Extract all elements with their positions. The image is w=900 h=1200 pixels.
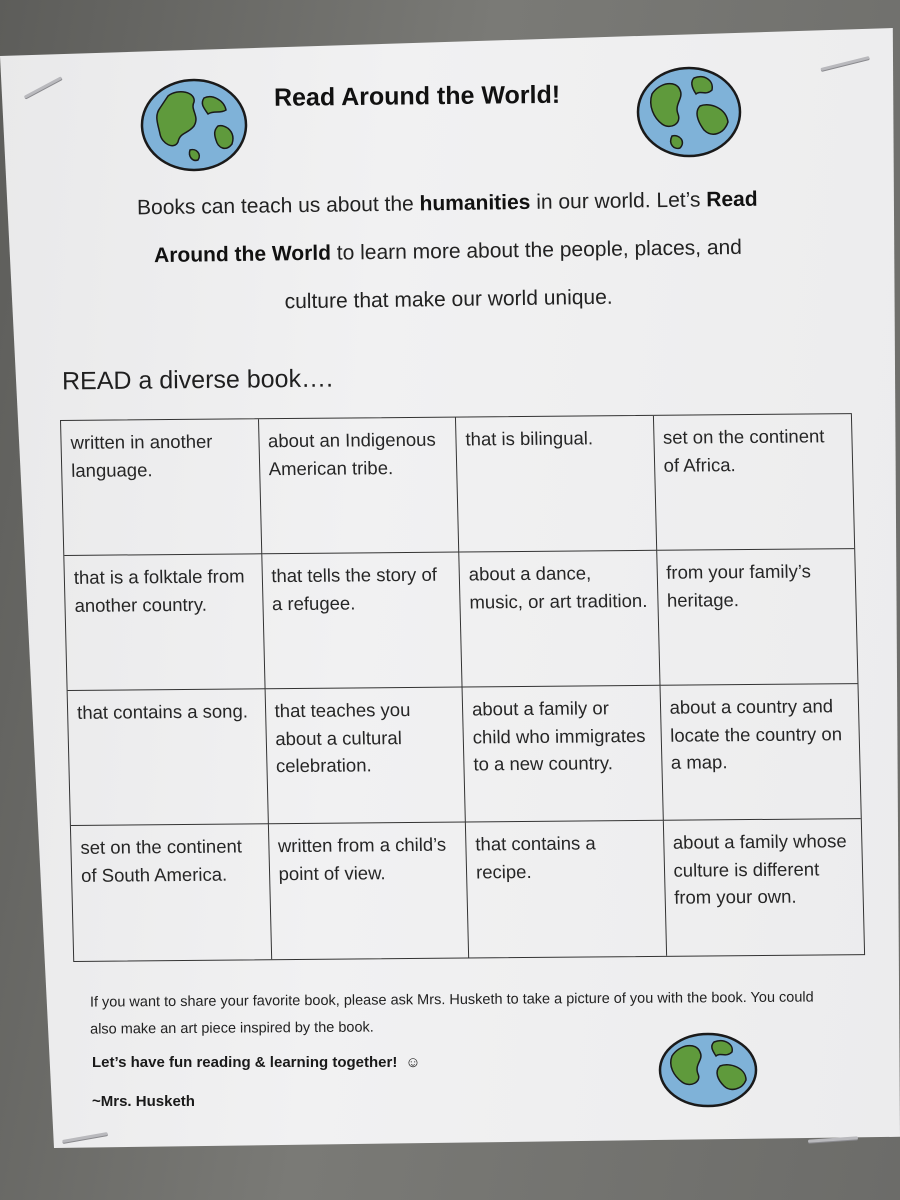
read-emphasis: Read xyxy=(706,187,758,212)
intro-line-1: Books can teach us about the humanities in our world. Let’s Read xyxy=(136,187,758,220)
grid-cell: set on the continent of Africa. xyxy=(653,414,854,551)
poster-title: Read Around the World! xyxy=(273,80,561,112)
grid-cell: written from a child’s point of view. xyxy=(268,823,469,960)
grid-cell: set on the continent of South America. xyxy=(71,824,272,961)
globe-icon xyxy=(634,64,744,160)
grid-cell: that is bilingual. xyxy=(456,416,657,553)
grid-cell: about a dance, music, or art tradition. xyxy=(459,551,660,688)
globe-icon xyxy=(138,76,250,174)
intro-line-3: culture that make our world unique. xyxy=(284,285,613,314)
grid-cell: that is a folktale from another country. xyxy=(64,554,265,691)
intro-line-2: Around the World to learn more about the people, places, and xyxy=(153,235,743,268)
grid-cell: about a family or child who immigrates to a new country. xyxy=(463,686,664,823)
reading-challenge-grid xyxy=(60,413,865,962)
grid-cell: about a country and locate the country on a map. xyxy=(660,684,861,821)
grid-cell: that contains a song. xyxy=(68,689,269,826)
globe-icon xyxy=(656,1030,760,1110)
grid-cell: that contains a recipe. xyxy=(466,821,667,958)
humanities-emphasis: humanities xyxy=(419,190,531,216)
grid-cell: from your family’s heritage. xyxy=(657,549,858,686)
smiley-icon: ☺ xyxy=(405,1054,421,1071)
signature: ~Mrs. Husketh xyxy=(92,1093,195,1110)
around-the-world-emphasis: Around the World xyxy=(153,241,332,268)
grid-cell: that teaches you about a cultural celebration. xyxy=(265,688,466,825)
grid-cell: about a family whose culture is different from your own. xyxy=(672,830,847,908)
closing-line: Let’s have fun reading & learning together! ☺ xyxy=(92,1054,421,1071)
footer-note: If you want to share your favorite book, please ask Mrs. Husketh to take a picture of you with the book. You could also make an art piece inspired by the book. xyxy=(89,989,814,1038)
grid-cell: that tells the story of a refugee. xyxy=(262,553,463,690)
grid-cell: written in another language. xyxy=(61,419,262,556)
intro-paragraph xyxy=(67,175,829,330)
grid-heading: READ a diverse book…. xyxy=(61,364,334,396)
grid-cell: about an Indigenous American tribe. xyxy=(258,418,459,555)
